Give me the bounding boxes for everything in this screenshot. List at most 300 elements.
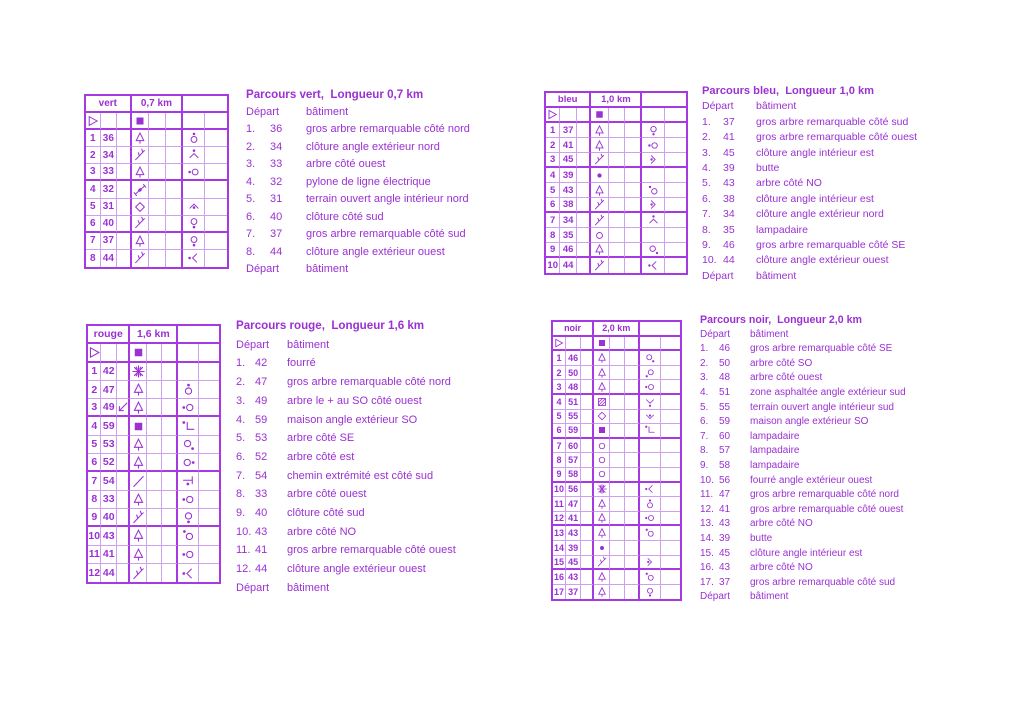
house-icon: [596, 424, 608, 436]
open-land-icon: [133, 200, 147, 214]
side-se-icon: [647, 243, 660, 256]
feature-symbol-cell: [132, 130, 149, 147]
control-description: bâtiment: [756, 269, 797, 282]
building-icon: [593, 108, 606, 121]
feature-symbol-cell: [594, 424, 610, 439]
control-number: 13.: [700, 518, 714, 530]
feature-symbol-cell: [594, 351, 610, 366]
description-row: [702, 207, 917, 222]
appearance-cell: [610, 526, 625, 541]
dimensions-cell: [166, 113, 183, 130]
feature-symbol-cell: [594, 453, 610, 468]
appearance-cell: [147, 436, 162, 454]
side-w-icon: [181, 547, 196, 562]
other-info-cell: [665, 153, 686, 168]
control-number: 4.: [236, 413, 246, 426]
corner-ext-s-icon: [644, 396, 656, 408]
control-number-cell: 1: [546, 123, 560, 138]
other-info-cell: [199, 527, 219, 545]
control-code-cell: 44: [101, 250, 118, 267]
appearance-cell: [149, 181, 165, 198]
dimensions-cell: [625, 410, 641, 425]
control-row: [86, 250, 227, 267]
control-row: [88, 399, 219, 417]
dimensions-cell: [166, 147, 183, 164]
control-row: [546, 123, 686, 138]
noir-description-list: [700, 313, 906, 605]
control-number-cell: 1: [86, 130, 101, 147]
other-info-cell: [661, 585, 680, 600]
header-blank-cell: [642, 93, 686, 108]
control-number: 3.: [236, 394, 246, 407]
control-code: 47: [255, 376, 268, 389]
house-icon: [131, 419, 146, 434]
flag-location-cell: [183, 164, 205, 181]
side-se-icon: [181, 437, 196, 452]
lamp-post-icon: [596, 440, 608, 452]
feature-symbol-cell: [591, 258, 608, 273]
which-feature-cell: [117, 216, 132, 233]
building-icon: [131, 345, 146, 360]
flag-location-cell: [640, 366, 660, 381]
feature-symbol-cell: [594, 526, 610, 541]
dimensions-cell: [625, 351, 641, 366]
table-header-row: [553, 322, 680, 337]
control-code-cell: 40: [101, 509, 116, 527]
bleu-description-list: [702, 84, 917, 284]
which-feature-cell: [581, 410, 594, 425]
start-row: [546, 108, 686, 123]
appearance-cell: [609, 258, 625, 273]
control-code: 34: [723, 208, 735, 221]
other-info-cell: [665, 138, 686, 153]
feature-symbol-cell: [594, 570, 610, 585]
control-row: [546, 228, 686, 243]
control-description: lampadaire: [750, 459, 800, 471]
dimensions-cell: [625, 243, 642, 258]
dimensions-cell: [162, 399, 178, 417]
control-row: [553, 366, 680, 381]
control-row: [86, 130, 227, 147]
which-feature-cell: [117, 181, 132, 198]
other-info-cell: [199, 436, 219, 454]
flag-location-cell: [178, 417, 199, 435]
control-code-cell: 41: [101, 546, 116, 564]
control-description: fourré: [287, 357, 316, 370]
description-row: [700, 474, 906, 489]
control-row: [546, 213, 686, 228]
control-number-cell: 5: [86, 199, 101, 216]
tree-icon: [131, 492, 146, 507]
control-code: 59: [255, 413, 268, 426]
feature-symbol-cell: [130, 381, 146, 399]
start-label: Départ: [236, 338, 270, 351]
appearance-cell: [610, 337, 625, 352]
course-title: Parcours rouge, Longueur 1,6 km: [236, 319, 425, 332]
appearance-cell: [147, 417, 162, 435]
control-number: 17.: [700, 576, 714, 588]
control-row: [88, 527, 219, 545]
description-row: [236, 467, 456, 486]
description-row: [236, 373, 456, 392]
appearance-cell: [147, 546, 162, 564]
control-description: bâtiment: [287, 581, 330, 594]
dimensions-cell: [625, 453, 641, 468]
description-row: [700, 444, 906, 459]
feature-symbol-cell: [132, 216, 149, 233]
side-sw-icon: [644, 367, 656, 379]
control-row: [546, 183, 686, 198]
flag-location-cell: [183, 199, 205, 216]
which-feature-cell: [577, 123, 591, 138]
control-description: gros arbre remarquable côté ouest: [756, 131, 918, 144]
dimensions-cell: [625, 570, 641, 585]
start-row: [86, 113, 227, 130]
appearance-cell: [610, 570, 625, 585]
start-triangle-icon: [546, 108, 559, 121]
other-info-cell: [205, 233, 226, 250]
other-info-cell: [199, 472, 219, 490]
corner-int-e-icon: [647, 153, 660, 166]
control-number-cell: 1: [553, 351, 566, 366]
which-feature-cell: [577, 168, 591, 183]
side-s-icon: [644, 586, 656, 598]
control-code-cell: 51: [566, 395, 581, 410]
control-code-cell: 47: [566, 497, 581, 512]
feature-symbol-cell: [594, 337, 610, 352]
control-code-cell: 57: [566, 453, 581, 468]
feature-symbol-cell: [594, 410, 610, 425]
table-header-row: [88, 326, 219, 344]
control-code-cell: 34: [560, 213, 577, 228]
dimensions-cell: [166, 130, 183, 147]
dimensions-cell: [625, 585, 641, 600]
flag-location-cell: [640, 337, 660, 352]
feature-symbol-cell: [594, 556, 610, 571]
side-w-icon: [181, 400, 196, 415]
control-row: [86, 233, 227, 250]
description-row: [246, 244, 470, 262]
control-number: 9.: [700, 459, 709, 471]
dimensions-cell: [162, 472, 178, 490]
control-number-cell: 4: [86, 181, 101, 198]
feature-symbol-cell: [594, 468, 610, 483]
flag-location-cell: [178, 527, 199, 545]
course-name-cell: vert: [86, 96, 132, 113]
flag-location-cell: [640, 585, 660, 600]
open-land-icon: [596, 410, 608, 422]
tree-icon: [133, 131, 147, 145]
control-number-cell: 11: [553, 497, 566, 512]
control-code-cell: [101, 113, 118, 130]
description-row: [702, 115, 917, 130]
control-code: 33: [255, 488, 268, 501]
control-code: 57: [719, 445, 731, 457]
feature-symbol-cell: [594, 366, 610, 381]
control-code: 32: [270, 175, 283, 188]
control-number-cell: 17: [553, 585, 566, 600]
feature-symbol-cell: [594, 483, 610, 498]
control-row: [88, 509, 219, 527]
feature-symbol-cell: [130, 509, 146, 527]
start-row: [553, 337, 680, 352]
side-se-icon: [644, 352, 656, 364]
control-code-cell: 46: [560, 243, 577, 258]
appearance-cell: [610, 351, 625, 366]
header-blank-cell: [178, 326, 219, 344]
control-row: [553, 585, 680, 600]
other-info-cell: [661, 556, 680, 571]
which-feature-cell: [117, 491, 130, 509]
tree-icon: [596, 586, 608, 598]
control-number-cell: [553, 337, 566, 352]
control-description: gros arbre remarquable côté ouest: [287, 544, 456, 557]
control-description: gros arbre remarquable côté sud: [756, 115, 909, 128]
control-description: terrain ouvert angle intérieur sud: [750, 401, 894, 413]
side-nw-icon: [181, 528, 196, 543]
knoll-icon: [593, 169, 606, 182]
start-label: Départ: [702, 100, 734, 113]
other-info-cell: [665, 198, 686, 213]
control-code-cell: [101, 344, 116, 362]
other-info-cell: [199, 454, 219, 472]
description-row: [236, 504, 456, 523]
description-row: [700, 401, 906, 416]
control-code: 60: [719, 430, 731, 442]
control-row: [553, 395, 680, 410]
control-code-cell: 36: [101, 130, 118, 147]
control-description: bâtiment: [750, 591, 789, 603]
other-info-cell: [199, 509, 219, 527]
appearance-cell: [609, 138, 625, 153]
control-row: [88, 363, 219, 381]
dimensions-cell: [166, 164, 183, 181]
appearance-cell: [610, 468, 625, 483]
lamp-post-icon: [596, 454, 608, 466]
control-row: [553, 512, 680, 527]
control-code-cell: 55: [566, 410, 581, 425]
control-number-cell: 12: [88, 564, 101, 582]
control-code: 35: [723, 223, 735, 236]
start-row: [88, 344, 219, 362]
feature-symbol-cell: [594, 585, 610, 600]
feature-symbol-cell: [591, 123, 608, 138]
appearance-cell: [609, 183, 625, 198]
which-feature-cell: [117, 564, 130, 582]
bleu-control-table: [544, 91, 688, 275]
control-code-cell: 38: [560, 198, 577, 213]
which-feature-cell: [581, 570, 594, 585]
other-info-cell: [199, 546, 219, 564]
which-feature-cell: [581, 526, 594, 541]
control-number: 8.: [236, 488, 246, 501]
control-code-cell: 45: [566, 556, 581, 571]
description-row: [702, 130, 917, 145]
dimensions-cell: [625, 541, 641, 556]
control-number-cell: 11: [88, 546, 101, 564]
dimensions-cell: [162, 363, 178, 381]
which-feature-cell: [581, 424, 594, 439]
control-code-cell: 44: [101, 564, 116, 582]
control-description: bâtiment: [756, 100, 797, 113]
feature-symbol-cell: [591, 198, 608, 213]
table-header-row: [546, 93, 686, 108]
appearance-cell: [609, 153, 625, 168]
control-number-cell: 4: [88, 417, 101, 435]
description-row: [700, 328, 906, 343]
which-feature-cell: [577, 228, 591, 243]
thicket-icon: [131, 364, 146, 379]
control-code-cell: 60: [566, 439, 581, 454]
other-info-cell: [665, 183, 686, 198]
feature-symbol-cell: [130, 546, 146, 564]
control-number: 12.: [236, 563, 252, 576]
other-info-cell: [661, 351, 680, 366]
control-row: [553, 410, 680, 425]
control-description: terrain ouvert angle intérieur nord: [306, 193, 469, 205]
control-number-cell: 6: [88, 454, 101, 472]
control-description: arbre côté ouest: [750, 372, 823, 384]
dimensions-cell: [625, 483, 641, 498]
control-number-cell: 3: [553, 380, 566, 395]
side-n-icon: [181, 382, 196, 397]
flag-location-cell: [642, 138, 664, 153]
control-number-cell: 14: [553, 541, 566, 556]
description-row: [700, 547, 906, 562]
paved-area-icon: [596, 396, 608, 408]
control-row: [88, 472, 219, 490]
course-length-cell: 1,6 km: [130, 326, 178, 344]
control-description: arbre côté NO: [750, 518, 813, 530]
control-code: 40: [255, 507, 268, 520]
control-code-cell: 39: [566, 541, 581, 556]
other-info-cell: [199, 564, 219, 582]
dimensions-cell: [166, 216, 183, 233]
control-description: bâtiment: [306, 105, 349, 118]
control-description: arbre côté ouest: [287, 488, 367, 501]
control-number: 6.: [700, 416, 709, 428]
control-code: 41: [255, 544, 268, 557]
control-row: [553, 468, 680, 483]
control-number-cell: 8: [86, 250, 101, 267]
flag-location-cell: [642, 258, 664, 273]
control-code: 54: [255, 469, 268, 482]
fence-icon: [593, 153, 606, 166]
power-pylon-icon: [133, 183, 147, 197]
control-code-cell: 58: [566, 468, 581, 483]
control-number-cell: 4: [546, 168, 560, 183]
description-row: [702, 192, 917, 207]
control-code-cell: 49: [101, 399, 116, 417]
other-info-cell: [661, 424, 680, 439]
other-info-cell: [661, 395, 680, 410]
feature-symbol-cell: [594, 541, 610, 556]
appearance-cell: [609, 243, 625, 258]
control-number-cell: 9: [88, 509, 101, 527]
feature-symbol-cell: [591, 228, 608, 243]
course-length-cell: 1,0 km: [591, 93, 642, 108]
side-nw-icon: [644, 527, 656, 539]
appearance-cell: [610, 453, 625, 468]
control-code: 44: [255, 563, 268, 576]
other-info-cell: [199, 417, 219, 435]
control-description: arbre côté NO: [756, 177, 822, 190]
tree-icon: [131, 382, 146, 397]
control-code: 59: [719, 416, 731, 428]
control-number-cell: 2: [553, 366, 566, 381]
dimensions-cell: [166, 233, 183, 250]
control-number-cell: [546, 108, 560, 123]
control-description: gros arbre remarquable côté nord: [306, 123, 470, 135]
course-length-cell: 0,7 km: [132, 96, 183, 113]
flag-location-cell: [640, 570, 660, 585]
control-number: 16.: [700, 562, 714, 574]
control-number: 9.: [236, 507, 246, 520]
description-row: [236, 485, 456, 504]
control-description: arbre côté SO: [750, 357, 813, 369]
other-info-cell: [661, 439, 680, 454]
which-feature-cell: [117, 250, 132, 267]
appearance-cell: [610, 380, 625, 395]
control-code-cell: 50: [566, 366, 581, 381]
control-code: 43: [255, 525, 268, 538]
lamp-post-icon: [596, 468, 608, 480]
appearance-cell: [149, 164, 165, 181]
feature-symbol-cell: [132, 147, 149, 164]
header-blank-cell: [640, 322, 679, 337]
control-code-cell: 32: [101, 181, 118, 198]
control-description: clôture angle extérieur nord: [756, 208, 884, 221]
control-number-cell: 5: [88, 436, 101, 454]
which-feature-cell: [577, 153, 591, 168]
vert-description-list: [246, 86, 470, 279]
flag-location-cell: [642, 228, 664, 243]
control-code: 43: [719, 562, 731, 574]
which-feature-cell: [581, 395, 594, 410]
appearance-cell: [609, 213, 625, 228]
which-feature-cell: [577, 198, 591, 213]
dimensions-cell: [162, 344, 178, 362]
control-number-cell: 10: [88, 527, 101, 545]
dimensions-cell: [162, 417, 178, 435]
control-code-cell: 45: [560, 153, 577, 168]
dimensions-cell: [625, 198, 642, 213]
appearance-cell: [609, 108, 625, 123]
control-row: [88, 454, 219, 472]
corner-ext-w-icon: [181, 566, 196, 581]
fence-icon: [133, 148, 147, 162]
dimensions-cell: [625, 153, 642, 168]
flag-location-cell: [183, 250, 205, 267]
flag-location-cell: [642, 168, 664, 183]
appearance-cell: [610, 483, 625, 498]
appearance-cell: [147, 381, 162, 399]
other-info-cell: [661, 570, 680, 585]
header-blank-cell: [183, 96, 227, 113]
flag-location-cell: [178, 491, 199, 509]
description-row: [236, 523, 456, 542]
control-description: gros arbre remarquable côté nord: [750, 489, 899, 501]
description-row: [246, 226, 470, 244]
flag-location-cell: [640, 526, 660, 541]
control-code: 52: [255, 450, 268, 463]
description-row: [700, 386, 906, 401]
control-number-cell: [88, 344, 101, 362]
which-feature-cell: [117, 113, 132, 130]
control-description: bâtiment: [750, 328, 789, 340]
dimensions-cell: [162, 546, 178, 564]
side-s-icon: [181, 510, 196, 525]
